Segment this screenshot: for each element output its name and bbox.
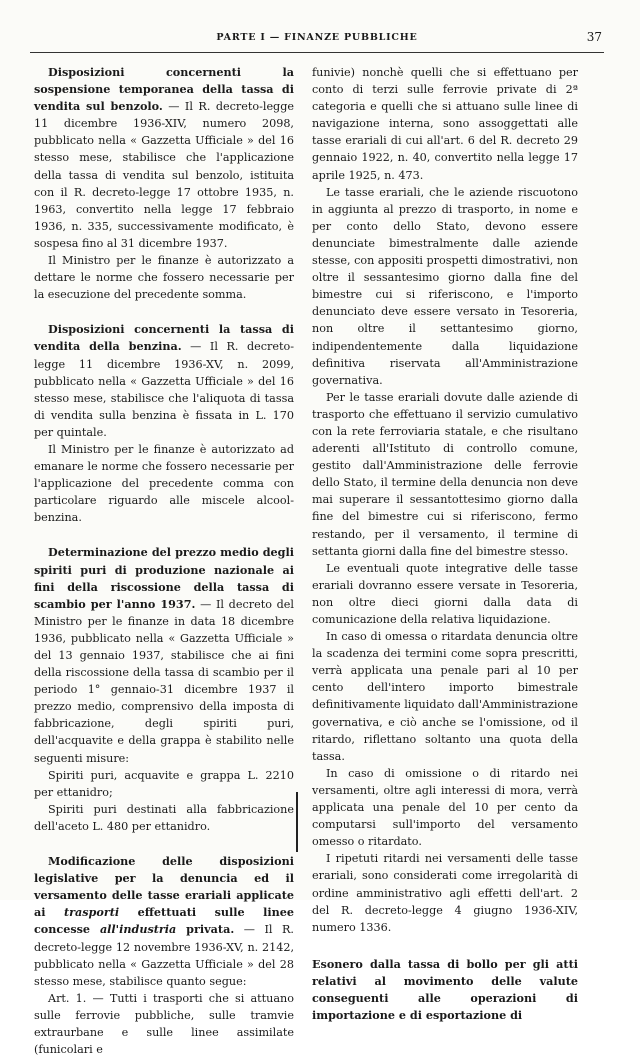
section-body: — Il R. decreto-legge 11 dicembre 1936-XIV, numero 2098, pubblicato nella « Gazzetta Ufficiale » del 16 stesso mese, stabilisce che l'applicazione della tassa di vendita sul benzolo, istituita con il R. decreto-legge 17 ottobre 1935, n. 1963, convertito nella legge 17 febbraio 1936, n. 335, successivamente modificato, è sospesa fino al 31 dicembre 1937. [34, 100, 295, 250]
list-item: Spiriti puri destinati alla fabbricazione dell'aceto L. 480 per ettanidro. [34, 802, 294, 833]
title-part: effettuati sulle linee concesse [34, 905, 294, 937]
paragraph: funivie) nonchè quelli che si effettuano per conto di terzi sulle ferrovie private di 2ª categoria e quelli che si attuano sulle linee di navigazione interna, sono assoggettati alle tasse erariali di cui all'art. 6 del R. decreto 29 gennaio 1922, n. 40, convertito nella legge 17 aprile 1925, n. 473. [312, 66, 578, 182]
section-body: — Il decreto del Ministro per le finanze in data 18 dicembre 1936, pubblicato nella « Gazzetta Ufficiale » del 13 gennaio 1937, stabilisce che ai fini della riscossione della tassa di scambio per il periodo 1° gennaio-31 dicembre 1937 il prezzo medio, comprensivo della imposta di fabbricazione, degli spiriti puri, dell'acquavite e della grappa è stabilito nelle seguenti misure: [34, 597, 294, 765]
page-header [30, 26, 604, 53]
title-italic: all'industria [99, 922, 177, 937]
paragraph: I ripetuti ritardi nei versamenti delle tasse erariali, sono considerati come irregolarità di ordine amministrativo agli effetti dell'art. 2 del R. decreto-legge 4 giugno 1936-XIV, numero 1336. [312, 852, 578, 934]
section-title: Disposizioni concernenti la tassa di vendita della benzina. [34, 322, 294, 354]
paragraph: Il Ministro per le finanze è autorizzato a dettare le norme che fossero necessarie per la esecuzione del precedente somma. [34, 254, 294, 302]
list-item: Spiriti puri, acquavite e grappa L. 2210 per ettanidro; [34, 768, 294, 799]
margin-bracket [296, 792, 306, 852]
paragraph: Per le tasse erariali dovute dalle aziende di trasporto che effettuano il servizio cumulativo con la rete ferroviaria statale, e che risultano aderenti all'Istituto di controllo comune, gestito dall'Amministrazione delle ferrovie dello Stato, il termine della denuncia non deve mai superare il sessantottesimo giorno dalla fine del bimestre cui si riferiscono, fermo restando, per il versamento, il termine di settanta giorni dalla fine del bimestre stesso. [312, 390, 578, 558]
section-tassa-benzina [34, 321, 294, 441]
paragraph: Le eventuali quote integrative delle tasse erariali dovranno essere versate in Tesoreria, non oltre dieci giorni dalla data di comunicazione della relativa liquidazione. [312, 561, 578, 626]
section-body: — Il R. decreto-legge 11 dicembre 1936-XV, n. 2099, pubblicato nella « Gazzetta Ufficiale » del 16 stesso mese, stabilisce che l'aliquota di tassa di vendita sulla benzina è fissata in L. 170 per quintale. [34, 340, 294, 439]
section-title: Esonero dalla tassa di bollo per gli atti relativi al movimento delle valute conseguenti alle operazioni di importazione e di esportazione di [312, 956, 578, 1023]
paragraph: Le tasse erariali, che le aziende riscuotono in aggiunta al prezzo di trasporto, in nome e per conto dello Stato, devono essere denunciate bimestralmente dalle aziende stesse, con appositi prospetti dimostrativi, non oltre il sessantesimo giorno dalla fine del bimestre cui si riferiscono, e l'importo denunciato deve essere versato in Tesoreria, non oltre il settantesimo giorno, indipendentemente dalla liquidazione definitiva riservata all'Amministrazione governativa. [312, 185, 578, 387]
section-prezzo-spiriti [34, 544, 294, 766]
paragraph: In caso di omessa o ritardata denuncia oltre la scadenza dei termini come sopra prescritti, verrà applicata una penale pari al 10 per cento dell'intero importo bimestrale definitivamente liquidato dall'Amministrazione governativa, e ciò anche se l'omissione, od il ritardo, riflettano soltanto una quota della tassa. [312, 630, 578, 763]
title-part: privata. [176, 922, 235, 937]
paragraph: Il Ministro per le finanze è autorizzato ad emanare le norme che fossero necessarie per l'applicazione del precedente comma con particolare riguardo alle miscele alcool-benzina. [34, 442, 294, 525]
right-column [312, 64, 578, 1024]
section-tasse-trasporti [34, 853, 294, 990]
section-esonero-bollo [312, 956, 578, 1024]
title-italic: trasporti [63, 905, 120, 920]
section-title: Determinazione del prezzo medio degli spiriti puri di produzione nazionale ai fini della riscossione della tassa di scambio per l'anno 1937. [34, 545, 294, 611]
section-sospensione-benzolo [34, 64, 294, 252]
section-title: Disposizioni concernenti la sospensione temporanea della tassa di vendita sul benzolo. [34, 65, 294, 114]
article-1: Art. 1. — Tutti i trasporti che si attuano sulle ferrovie pubbliche, sulle tramvie extraurbane e sulle linee assimilate (funicolari e [34, 991, 294, 1057]
section-body: — Il R. decreto-legge 12 novembre 1936-XV, n. 2142, pubblicato nella « Gazzetta Ufficiale » del 28 stesso mese, stabilisce quanto segue: [34, 923, 294, 988]
running-title: PARTE I — FINANZE PUBBLICHE [216, 32, 418, 43]
page-number: 37 [586, 30, 602, 44]
title-part: Modificazione delle disposizioni legislative per la denuncia ed il versamento delle tasse erariali applicate ai [34, 854, 294, 920]
paragraph: In caso di omissione o di ritardo nei versamenti, oltre agli interessi di mora, verrà applicata una penale del 10 per cento da computarsi sull'importo del versamento omesso o ritardato. [312, 766, 578, 849]
left-column [34, 64, 294, 1058]
